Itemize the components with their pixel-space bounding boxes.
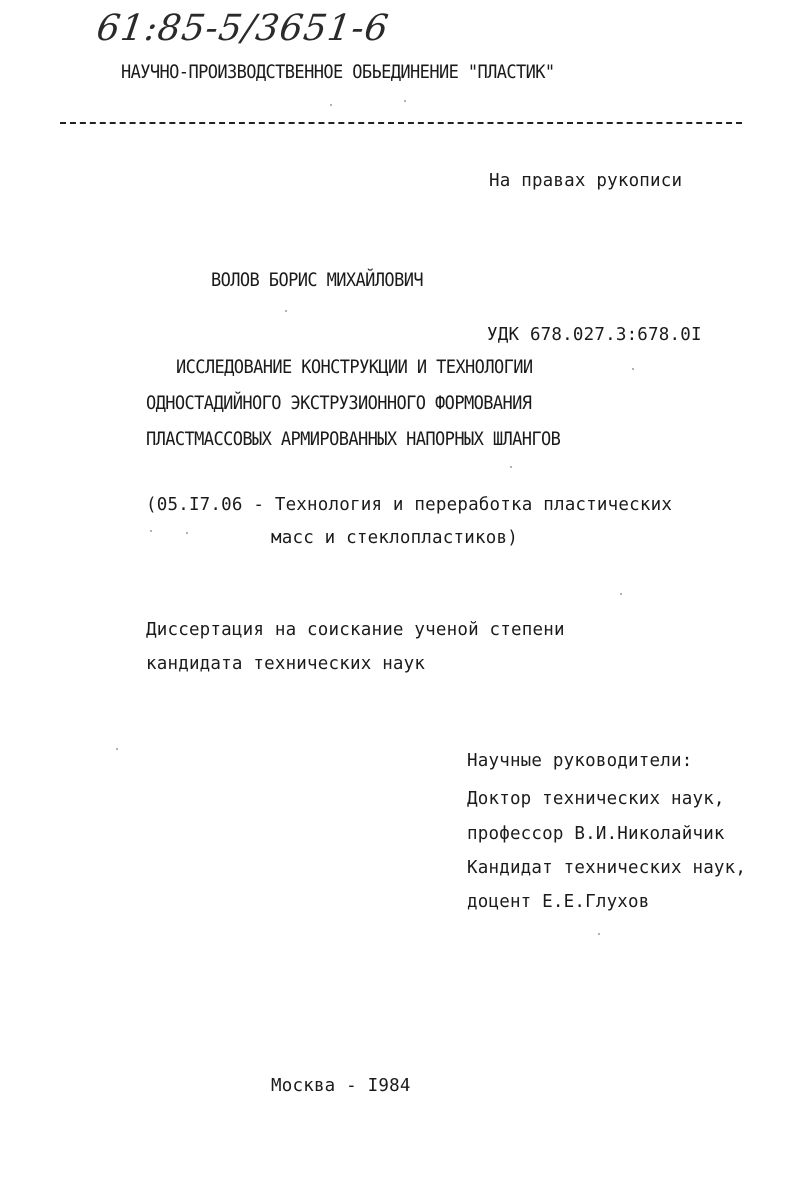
specialty-line-2: масс и стеклопластиков) — [271, 528, 518, 548]
title-line-2: ОДНОСТАДИЙНОГО ЭКСТРУЗИОННОГО ФОРМОВАНИЯ — [146, 393, 532, 415]
scan-speck — [330, 104, 332, 106]
degree-line-1: Диссертация на соискание ученой степени — [146, 620, 565, 640]
dashed-separator — [60, 122, 742, 124]
scan-speck — [632, 368, 634, 370]
supervisor-1-name: профессор В.И.Николайчик — [467, 824, 725, 844]
supervisor-2-title: Кандидат технических наук, — [467, 858, 747, 878]
handwritten-archive-number: 61:85-5/3651-6 — [94, 8, 392, 49]
scan-speck — [116, 748, 118, 750]
degree-line-2: кандидата технических наук — [146, 654, 426, 674]
udc-code: УДК 678.027.3:678.0I — [487, 325, 702, 345]
supervisor-2-name: доцент Е.Е.Глухов — [467, 892, 650, 912]
organization-name: НАУЧНО-ПРОИЗВОДСТВЕННОЕ ОБЬЕДИНЕНИЕ "ПЛАСТИК" — [121, 62, 555, 84]
title-line-1: ИССЛЕДОВАНИЕ КОНСТРУКЦИИ И ТЕХНОЛОГИИ — [176, 357, 533, 379]
scan-speck — [404, 100, 406, 102]
supervisors-heading: Научные руководители: — [467, 751, 693, 771]
scan-speck — [150, 530, 152, 532]
scan-speck — [285, 310, 287, 312]
supervisor-1-title: Доктор технических наук, — [467, 789, 725, 809]
rights-note: На правах рукописи — [489, 171, 683, 191]
title-line-3: ПЛАСТМАССОВЫХ АРМИРОВАННЫХ НАПОРНЫХ ШЛАНГОВ — [146, 429, 561, 451]
scan-speck — [186, 532, 188, 534]
scan-speck — [598, 933, 600, 935]
scan-speck — [620, 593, 622, 595]
scan-speck — [510, 466, 512, 468]
specialty-line-1: (05.I7.06 - Технология и переработка пластических — [146, 495, 673, 515]
city-year: Москва - I984 — [271, 1076, 411, 1096]
author-name: ВОЛОВ БОРИС МИХАЙЛОВИЧ — [211, 270, 423, 292]
